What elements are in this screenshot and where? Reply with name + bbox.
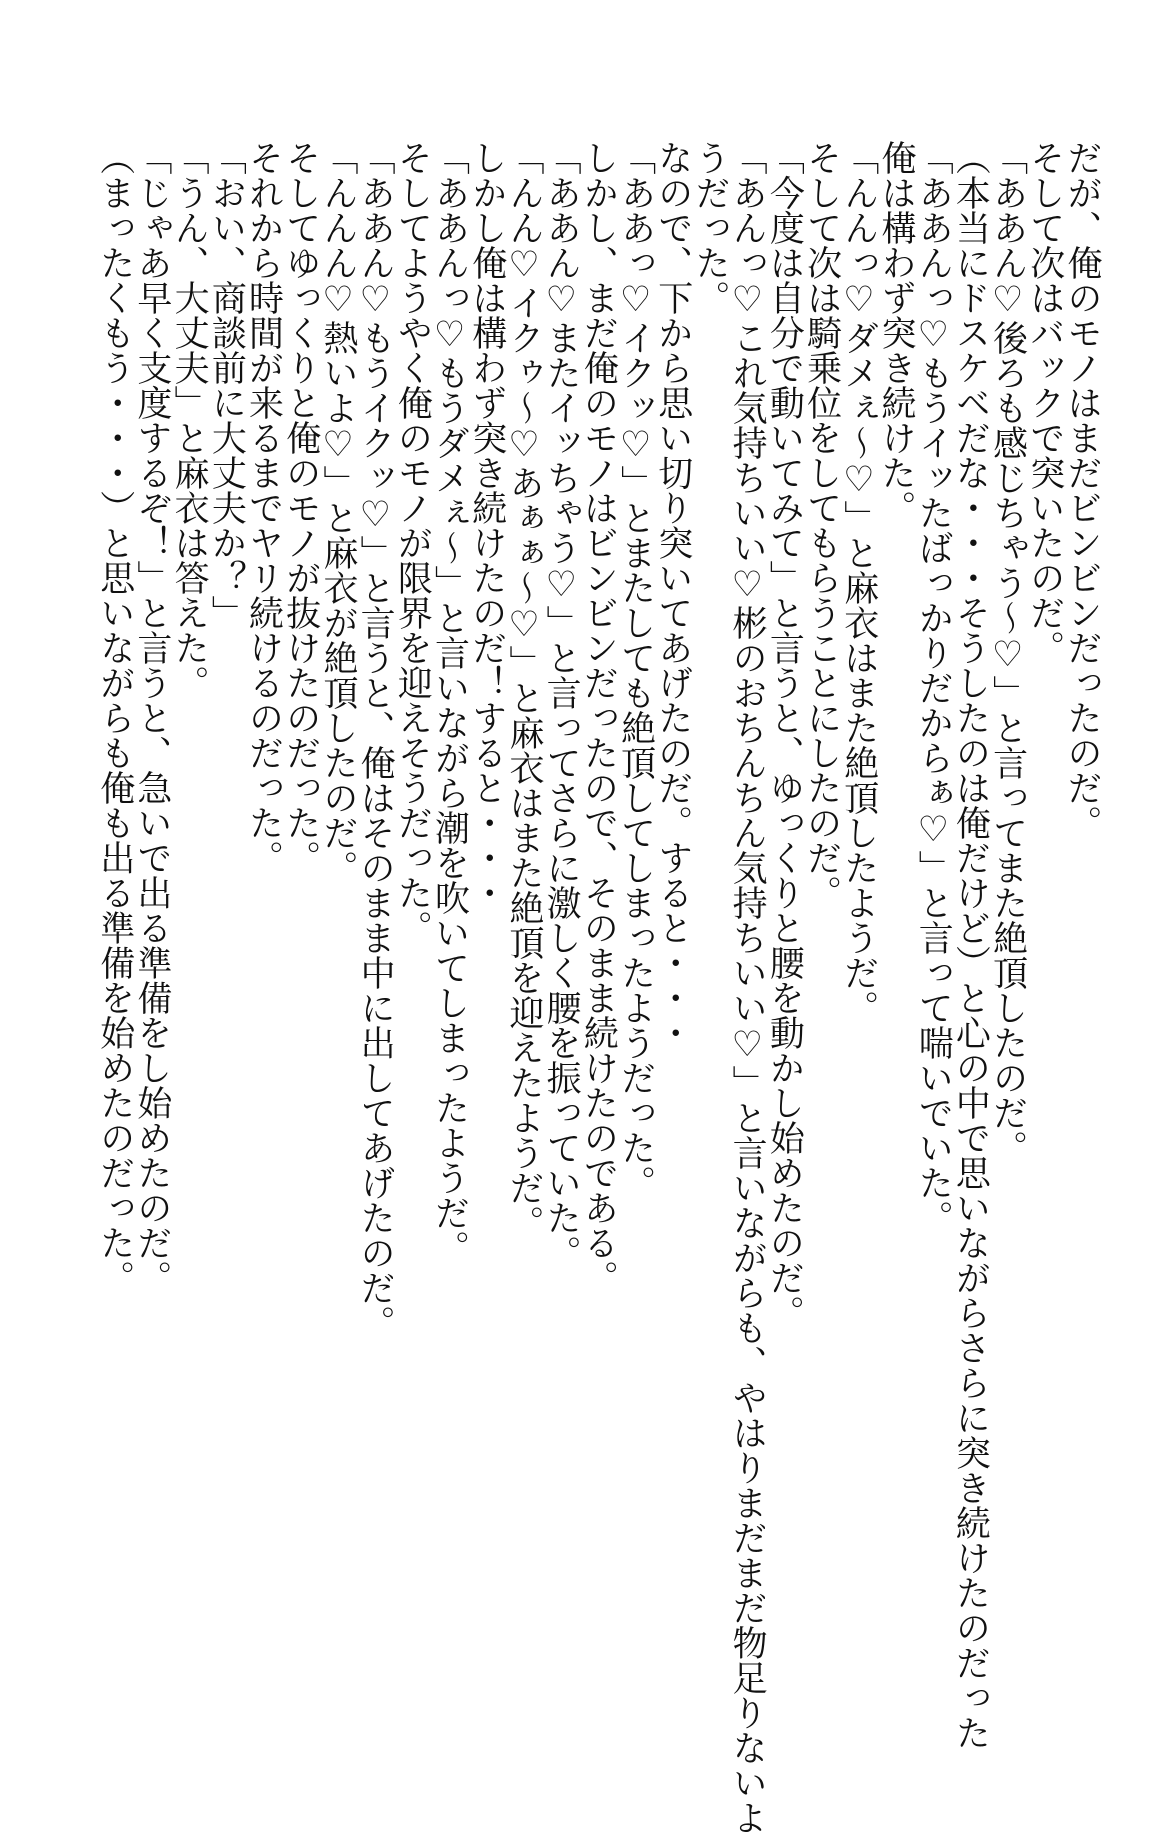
text-line: そしてゆっくりと俺のモノが抜けたのだった。 [280, 140, 321, 875]
text-line: うだった。 [689, 140, 730, 315]
text-line: （まったくもう・・・）と思いながらも俺も出る準備を始めたのだった。 [94, 140, 135, 1295]
text-line: それから時間が来るまでヤリ続けるのだった。 [243, 140, 284, 875]
text-line: 「んんっ♡ダメぇ～♡」と麻衣はまた絶頂したようだ。 [838, 140, 879, 1025]
text-line: 「あんっ♡これ気持ちいい♡彬のおちんちん気持ちいい♡」と言いながらも、やはりまだまだ物足りないよ [727, 140, 768, 1835]
text-line: 「ああん♡またイッちゃう♡」と言ってさらに激しく腰を振っていた。 [541, 140, 582, 1270]
text-line: しかし、まだ俺のモノはビンビンだったので、そのまま続けたのである。 [578, 140, 619, 1295]
text-line: 「ああっ♡イクッ♡」とまたしても絶頂してしまったようだった。 [615, 140, 656, 1200]
text-line: 「ああん♡後ろも感じちゃう～♡」と言ってまた絶頂したのだ。 [987, 140, 1028, 1165]
text-line: 「じゃあ早く支度するぞ！」と言うと、急いで出る準備をし始めたのだ。 [131, 140, 172, 1295]
text-line: 「うん、大丈夫」と麻衣は答えた。 [169, 140, 210, 700]
text-line: 俺は構わず突き続けた。 [875, 140, 916, 525]
text-line: （本当にドスケベだな・・・そうしたのは俺だけど）と心の中で思いながらさらに突き続けたのだった [950, 140, 991, 1750]
text-line: だが、俺のモノはまだビンビンだったのだ。 [1062, 140, 1102, 840]
text-line: そしてようやく俺のモノが限界を迎えそうだった。 [392, 140, 433, 945]
text-line: そして次は騎乗位をしてもらうことにしたのだ。 [801, 140, 842, 910]
text-line: 「ああん♡もうイクッ♡」と言うと、俺はそのまま中に出してあげたのだ。 [355, 140, 396, 1340]
text-line: 「んん♡イクゥ～♡あぁぁ～♡」と麻衣はまた絶頂を迎えたようだ。 [503, 140, 544, 1240]
text-line: 「んんん♡熱いよ♡」と麻衣が絶頂したのだ。 [317, 140, 358, 885]
text-line: しかし俺は構わず突き続けたのだ！すると・・・ [466, 140, 507, 910]
text-line: 「ああんっ♡もうダメぇ～」と言いながら潮を吹いてしまったようだ。 [429, 140, 470, 1265]
text-line: 「ああんっ♡もうイッたばっかりだからぁ♡」と言って喘いでいた。 [913, 140, 954, 1235]
text-line: なので、下から思い切り突いてあげたのだ。すると・・・ [652, 140, 693, 1050]
vertical-text-body [50, 140, 1102, 1835]
text-line: そして次はバックで突いたのだ。 [1024, 140, 1065, 665]
text-line: 「今度は自分で動いてみて」と言うと、ゆっくりと腰を動かし始めたのだ。 [764, 140, 805, 1330]
text-line: 「おい、商談前に大丈夫か？」 [206, 140, 247, 630]
